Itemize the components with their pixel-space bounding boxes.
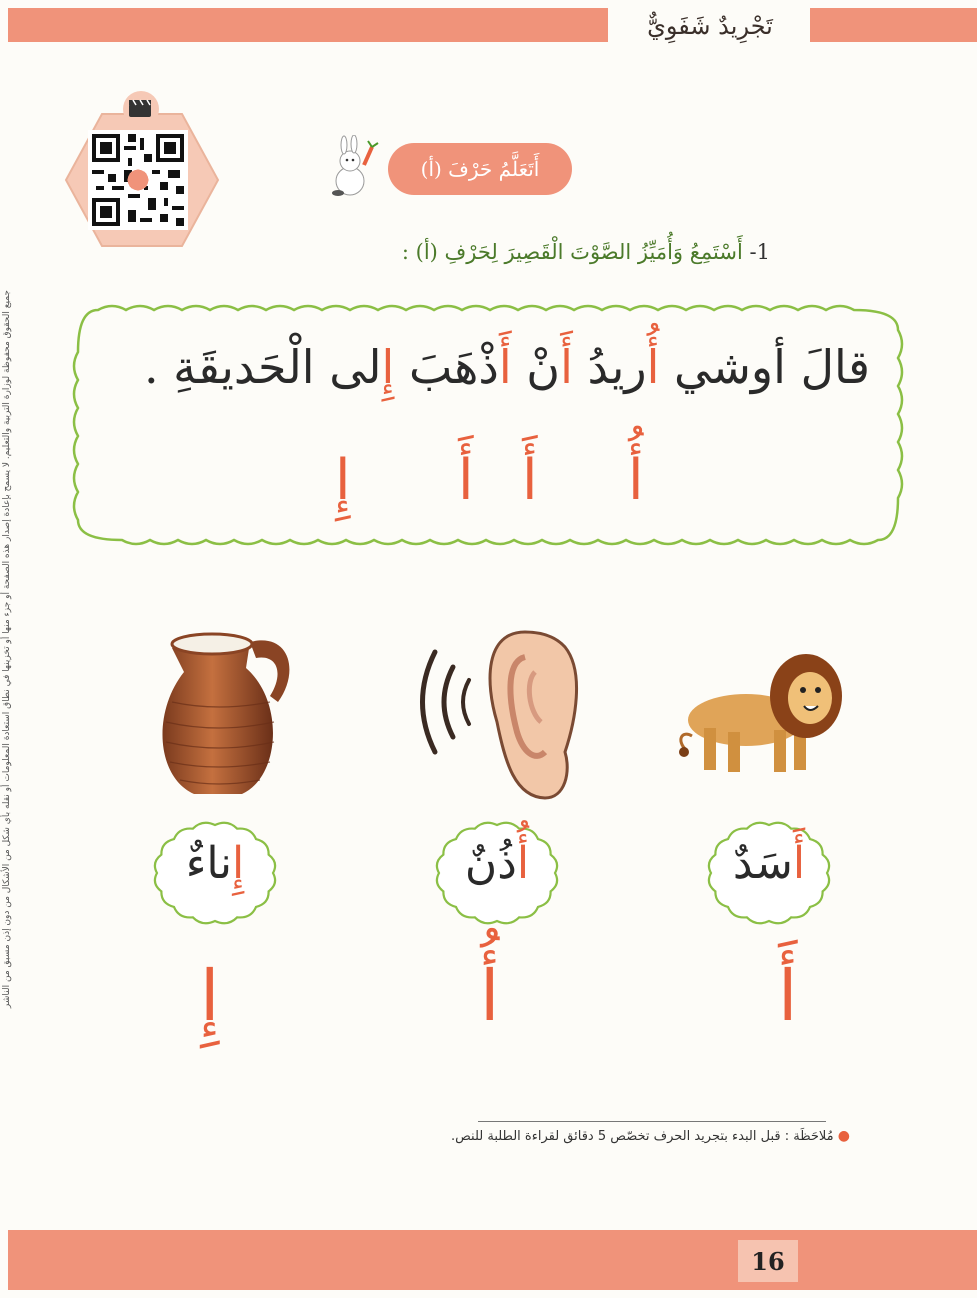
ear-image (405, 612, 585, 802)
note-label: مُلاحَظَة : (784, 1129, 834, 1144)
hamza-letter: إِ (335, 448, 351, 513)
word-card-ear (432, 818, 562, 928)
footer-band (8, 1230, 977, 1290)
word-rest: نْ (526, 340, 561, 394)
jug-image (150, 612, 300, 802)
word-rest: لى (329, 340, 382, 394)
word-rest: ناءٌ (185, 838, 233, 889)
hamza-letter: أُ (628, 448, 644, 513)
lesson-title-pill: أَتَعَلَّمُ حَرْفَ (أ) (388, 143, 572, 195)
sentence-frame (68, 300, 908, 550)
note-text: قبل البدء بتجريد الحرف تخصّص 5 دقائق لقراءة الطلبة للنص. (450, 1129, 781, 1144)
video-camera-icon (120, 90, 162, 128)
sentence-word (526, 340, 573, 394)
word-rest: ريدُ (587, 340, 647, 394)
instruction-body: أَسْتَمِعُ وَأُمَيِّزُ الصَّوْتَ الْقَصِيرَ لِحَرْفِ (أ) : (401, 240, 743, 264)
instruction-text (330, 240, 770, 264)
word-card-jug (150, 818, 280, 928)
hamza-letter: أَ (522, 448, 538, 513)
rabbit-icon (320, 135, 386, 201)
page-number: 16 (738, 1240, 798, 1282)
copyright-side-note: جميع الحقوق محفوظة لوزارة التربية والتعليم. لا يسمح بإعادة إصدار هذه الصفحة أو جزء منها أو تخزينها في نطاق استعادة المعلومات أو نقله بأي شكل من الأشكال من دون إذن مسبق من الناشر (2, 290, 12, 1009)
word-rest: سَدٌ (732, 838, 793, 889)
teacher-note (440, 1128, 850, 1144)
hamza-highlight: أَ (498, 340, 512, 394)
hamza-highlight: أُ (516, 838, 530, 889)
word-text (150, 838, 280, 889)
page-title: تَجْرِيدٌ شَفَوِيٌّ (647, 12, 773, 40)
bullet-icon: ● (837, 1128, 850, 1144)
hamza-letter: أَ (458, 448, 474, 513)
top-decor-band-right (810, 8, 977, 42)
word-card-lion (704, 818, 834, 928)
hamza-highlight: إِ (381, 340, 395, 394)
hamza-highlight: إِ (232, 838, 245, 889)
qr-code-icon[interactable] (88, 130, 188, 230)
sentence-word: أوشي (674, 340, 786, 394)
hamza-highlight: أُ (646, 340, 660, 394)
top-decor-band (8, 8, 608, 42)
hamza-highlight: أَ (792, 838, 806, 889)
note-divider (478, 1121, 826, 1122)
word-rest: ذْهَبَ (408, 340, 499, 394)
word-rest: ذُنٌ (464, 838, 517, 889)
word-text (704, 838, 834, 889)
instruction-number: 1- (749, 240, 770, 264)
letter-jug: إِ (200, 955, 220, 1037)
sentence-word (409, 340, 512, 394)
qr-code-block[interactable] (62, 90, 222, 250)
sentence-word (587, 340, 659, 394)
letter-lion: أَ (778, 955, 798, 1037)
sentence-word: الْحَديقَةِ . (143, 340, 315, 394)
lion-image (676, 640, 846, 780)
sentence-word: قالَ (800, 340, 870, 394)
word-text (432, 838, 562, 889)
example-sentence (80, 340, 870, 394)
sentence-word (329, 340, 394, 394)
letter-ear: أُ (480, 955, 500, 1037)
hamza-highlight: أَ (560, 340, 573, 394)
